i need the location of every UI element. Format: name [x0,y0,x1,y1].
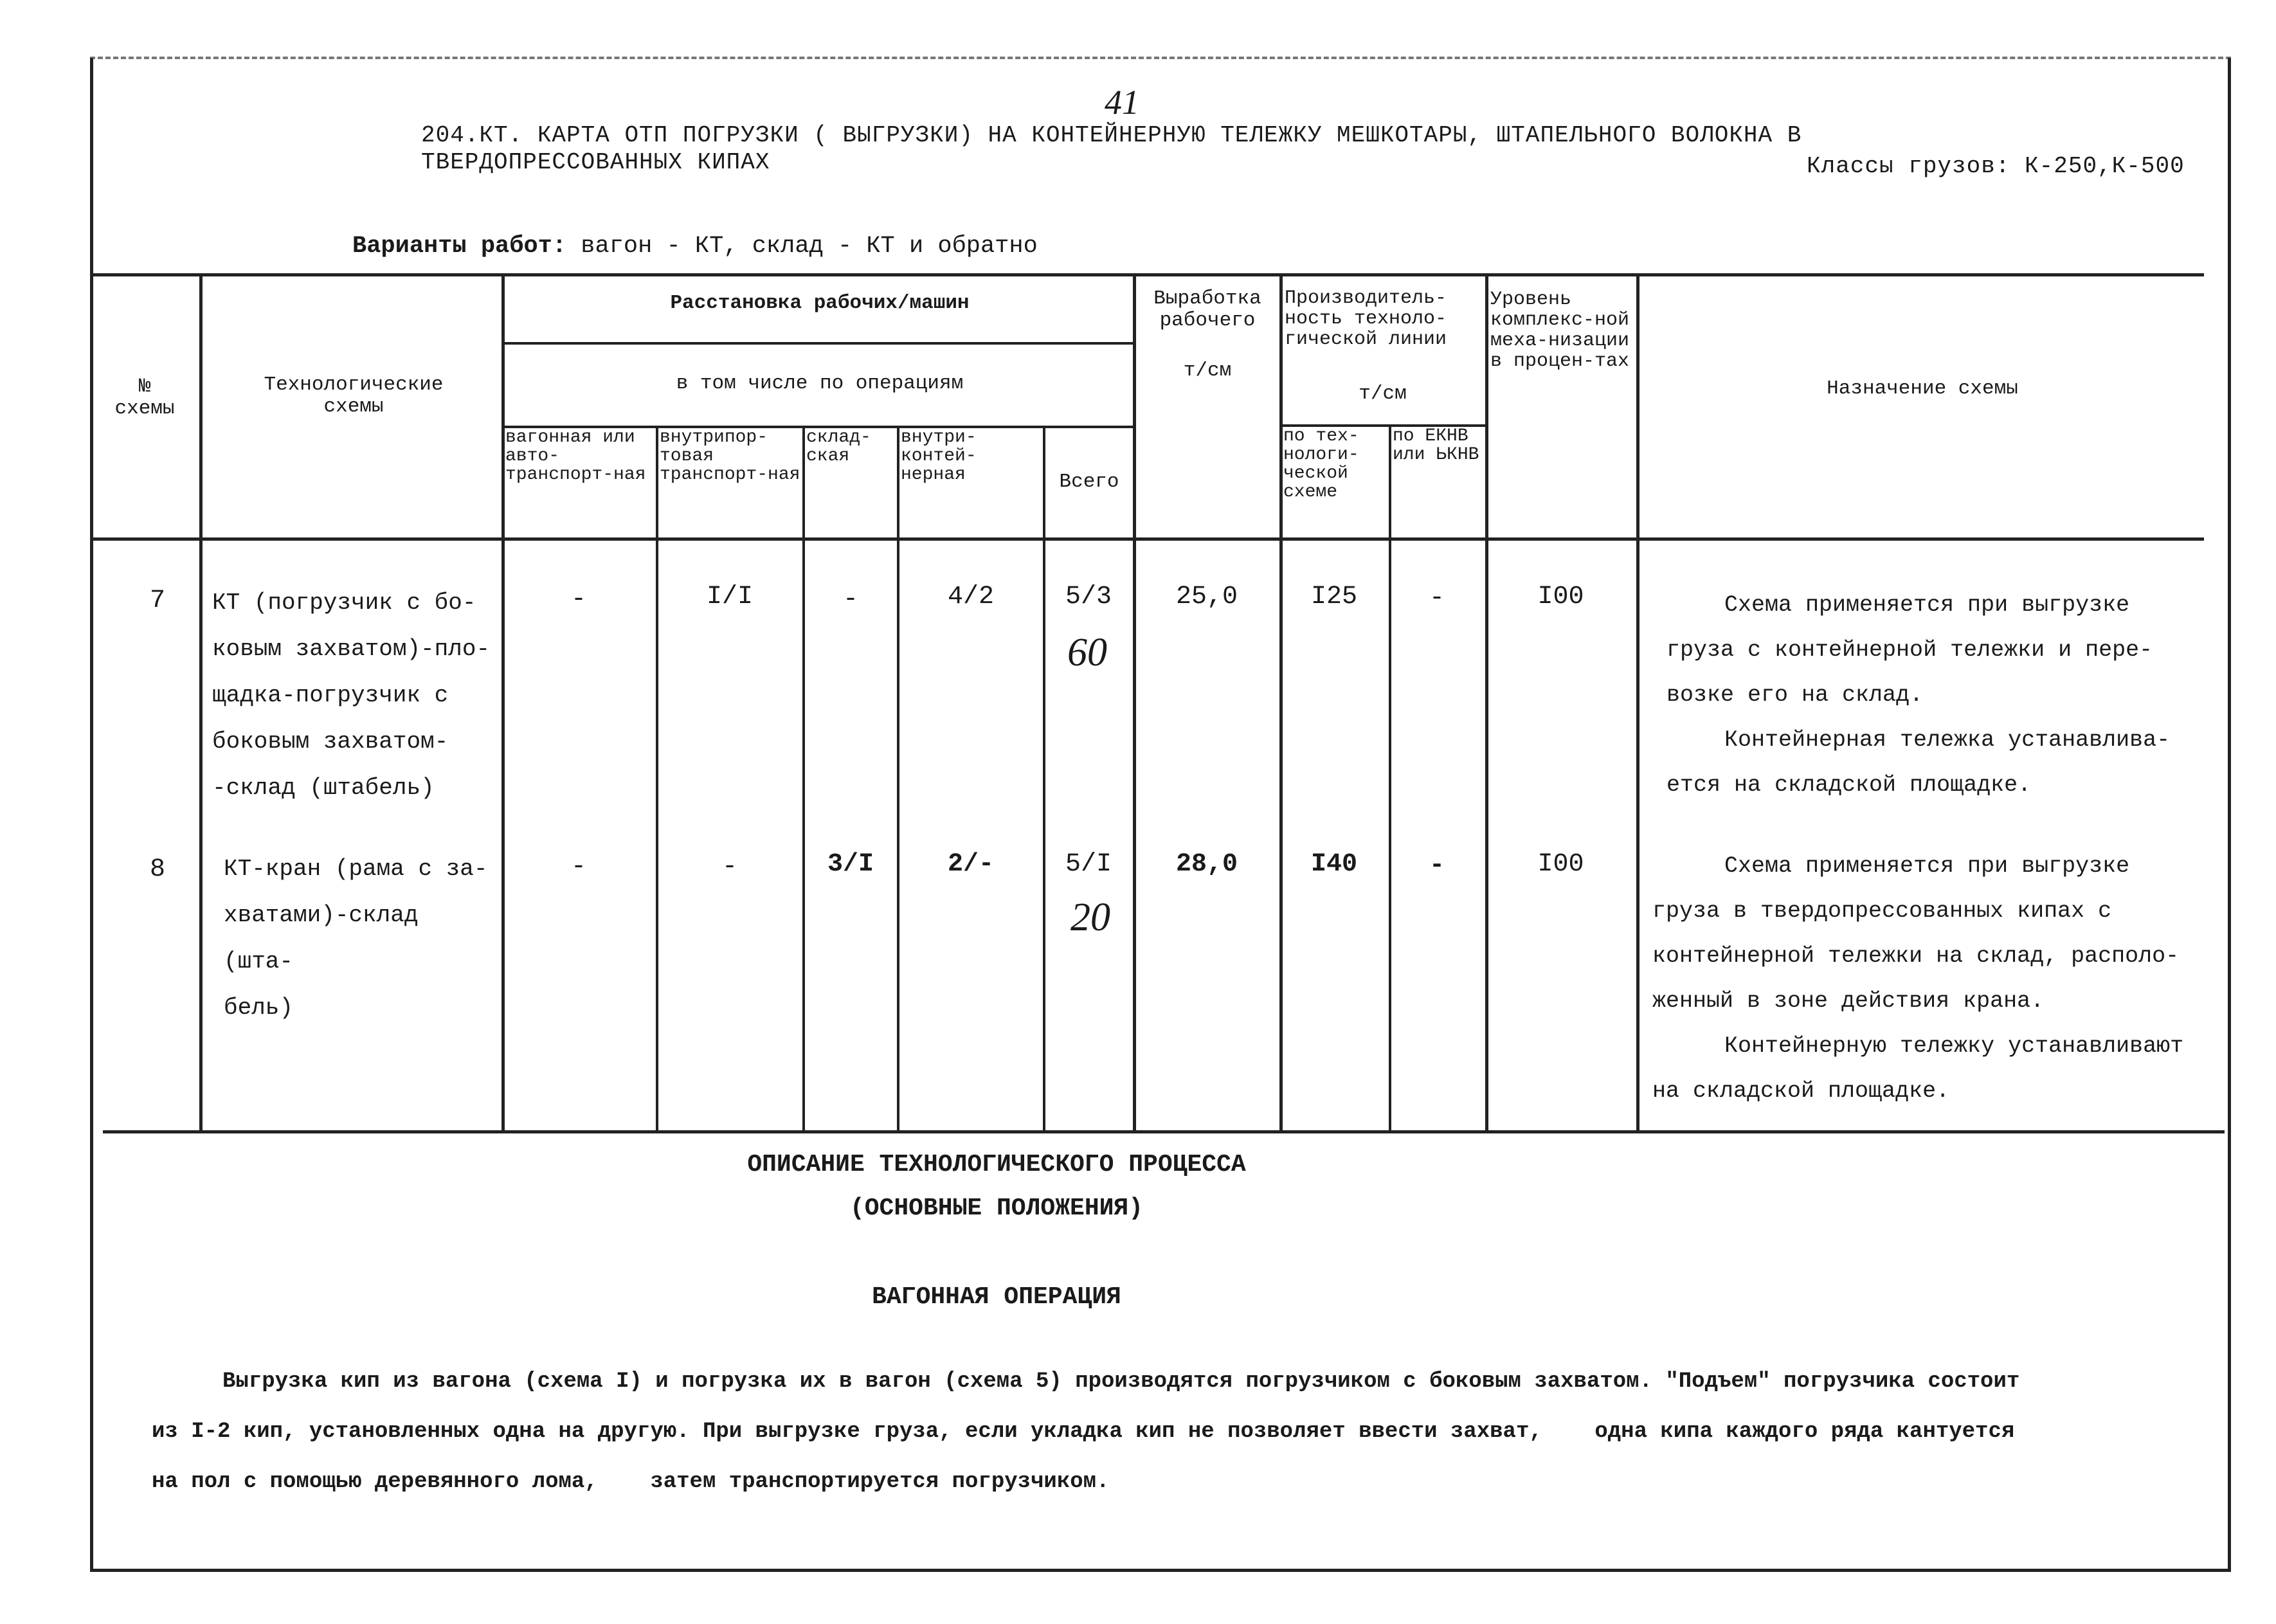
row-scheme-no: 8 [149,855,165,884]
header-output-unit: т/см [1183,359,1232,382]
row-mech-level: I00 [1537,582,1584,611]
header-op-wagon: вагонная или авто-транспорт-ная [505,428,646,485]
row-tech-scheme [224,846,494,1031]
col-line-9 [1389,424,1391,1130]
title-line-2: ТВЕРДОПРЕССОВАННЫХ КИПАХ [421,149,770,176]
header-op-total: Всего [1059,471,1119,493]
row-purpose [1666,582,2200,807]
description-line: Выгрузка кип из вагона (схема I) и погрузка их в вагон (схема 5) производятся погрузчиком с боковым захватом. "Подъем" погрузчика состоит [222,1369,2020,1394]
row-op-warehouse: 3/I [827,850,874,879]
section-heading: ВАГОННАЯ ОПЕРАЦИЯ [872,1283,1121,1311]
col-line-6 [1043,426,1045,1130]
purpose-line: Схема применяется при выгрузке [1724,592,2130,618]
page-frame [90,58,2231,1572]
row-purpose [1652,844,2205,1114]
page-number: 41 [1105,83,1139,122]
tech-line: боковым захватом- [212,728,449,755]
title-line-1: 204.КТ. КАРТА ОТП ПОГРУЗКИ ( ВЫГРУЗКИ) НА КОНТЕЙНЕРНУЮ ТЕЛЕЖКУ МЕШКОТАРЫ, ШТАПЕЛЬНОГО ВОЛОКНА В [421,122,1802,149]
row-mech-level: I00 [1537,850,1584,879]
header-op-port: внутрипор-товая транспорт-ная [660,428,800,485]
col-line-5 [897,426,899,1130]
col-line-10 [1485,273,1488,1130]
tech-line: КТ-кран (рама с за- [224,856,488,882]
col-line-8 [1279,273,1283,1130]
purpose-line: груза в твердопрессованных кипах с [1652,898,2112,924]
row-tech-scheme [212,580,495,811]
row-prod-ekhv: - [1429,584,1445,613]
purpose-line: Контейнерная тележка устанавлива- [1724,727,2171,753]
header-prod-ekhv: по ЕКНВ или ЬКНВ [1393,426,1479,465]
row-output: 25,0 [1175,582,1238,611]
row-scheme-no: 7 [149,586,165,615]
header-by-operations: в том числе по операциям [676,372,964,395]
purpose-line: ется на складской площадке. [1666,772,2032,798]
header-op-warehouse: склад-ская [806,428,871,466]
header-bottom-line [90,537,2204,541]
tech-line: бель) [224,995,294,1021]
header-purpose: Назначение схемы [1827,377,2018,400]
handwritten-note: 60 [1067,631,1107,674]
cargo-class: Классы грузов: К-250,К-500 [1807,153,2185,179]
col-line-4 [802,426,805,1130]
work-variants-label: Варианты работ: [352,233,567,260]
work-variants-value: вагон - КТ, склад - КТ и обратно [581,233,1038,260]
tech-line: КТ (погрузчик с бо- [212,590,476,616]
col-line-1 [199,273,203,1130]
purpose-line: контейнерной тележки на склад, располо- [1652,943,2180,969]
header-tech-schemes: Технологические схемы [264,374,444,418]
purpose-line: Контейнерную тележку устанавливают [1724,1033,2184,1059]
row-prod-tech: I25 [1310,582,1357,611]
tech-line: -склад (штабель) [212,775,435,801]
row-op-total: 5/I [1065,850,1112,879]
purpose-line: на складской площадке. [1652,1078,1950,1104]
header-scheme-no: № схемы [114,375,175,420]
purpose-line: Схема применяется при выгрузке [1724,853,2130,879]
row-op-wagon: - [570,585,586,614]
tech-line: щадка-погрузчик с [212,682,449,708]
document-title [421,122,1868,176]
table-top-line [90,273,2204,276]
row-op-port: - [721,853,737,881]
row-op-container: 4/2 [947,582,994,611]
description-line: на пол с помощью деревянного лома, затем транспортируется погрузчиком. [152,1470,1110,1494]
col-line-7 [1133,273,1136,1130]
description-body [152,1357,2216,1507]
work-variants [352,233,1038,260]
purpose-line: груза с контейнерной тележки и пере- [1666,637,2153,663]
purpose-line: возке его на склад. [1666,682,1924,708]
purpose-line: женный в зоне действия крана. [1652,988,2045,1014]
row-op-container: 2/- [947,850,994,879]
tech-line: ковым захватом)-пло- [212,636,491,662]
row-op-port: I/I [706,582,753,611]
header-workers-machines: Расстановка рабочих/машин [670,292,970,314]
description-line: из I-2 кип, установленных одна на другую. При выгрузке груза, если укладка кип не позволяет ввести захват, одна кипа каждого ряда кантуется [152,1420,2015,1444]
tech-line: хватами)-склад (шта- [224,902,419,975]
row-prod-tech: I40 [1310,850,1357,879]
handwritten-note: 20 [1070,896,1110,939]
header-productivity-unit: т/см [1359,383,1407,405]
col-line-11 [1636,273,1639,1130]
header-prod-tech: по тех-нологи-ческой схеме [1283,426,1359,502]
row-op-wagon: - [570,853,586,881]
description-subheading: (ОСНОВНЫЕ ПОЛОЖЕНИЯ) [849,1195,1144,1222]
header-mech-level: Уровень комплекс-ной меха-низации в процен-тах [1490,289,1630,372]
row-op-warehouse: - [842,585,858,614]
header-productivity: Производитель-ность техноло-гической линии [1285,287,1447,350]
header-output: Выработка рабочего [1153,287,1261,332]
table-bottom-line [103,1130,2225,1133]
row-output: 28,0 [1175,850,1238,879]
row-op-total: 5/3 [1065,582,1112,611]
header-op-container: внутри-контей-нерная [901,428,977,485]
col-line-2 [501,273,505,1130]
description-heading: ОПИСАНИЕ ТЕХНОЛОГИЧЕСКОГО ПРОЦЕССА [747,1151,1246,1178]
header-split-line [501,342,1133,345]
row-prod-ekhv: - [1429,851,1445,880]
col-line-3 [656,426,658,1130]
